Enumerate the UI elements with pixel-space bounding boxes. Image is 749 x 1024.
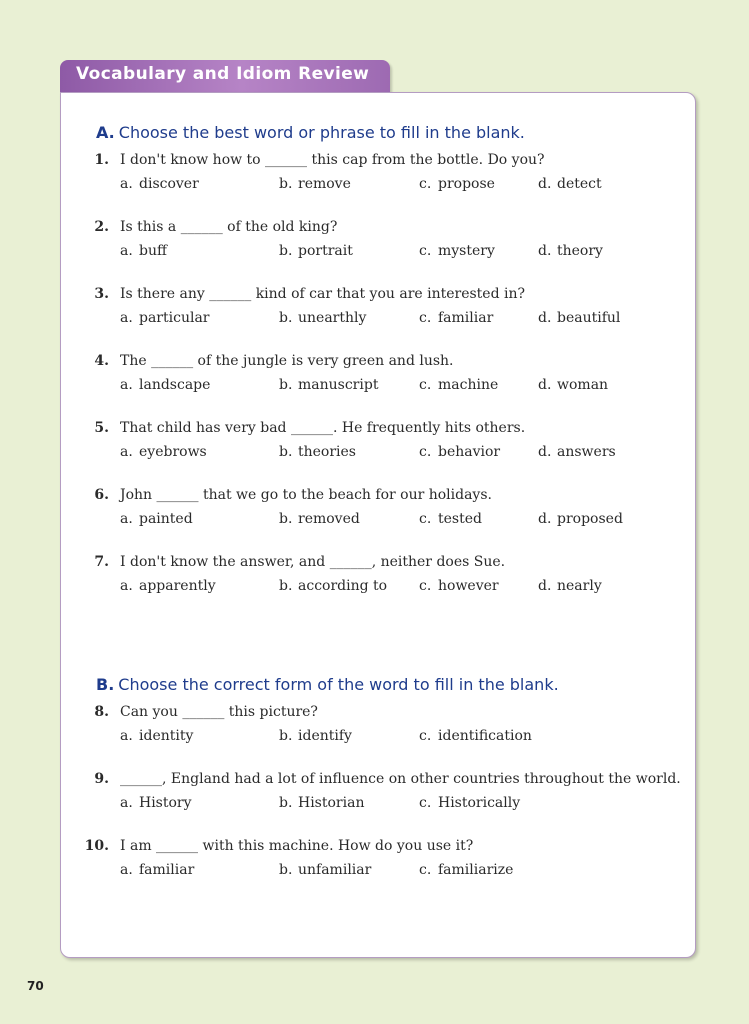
option-text: mystery [438, 243, 495, 259]
option-text: theories [298, 444, 356, 460]
question-number: 5. [94, 420, 109, 436]
option-text: identify [298, 728, 352, 744]
option-text: beautiful [557, 310, 621, 326]
option-text: according to [298, 578, 388, 594]
question-number: 4. [94, 353, 109, 369]
option-a [120, 176, 199, 192]
option-a [120, 578, 216, 594]
option-text: familiar [438, 310, 494, 326]
option-text: woman [557, 377, 609, 393]
option-text: tested [438, 511, 482, 527]
option-text: nearly [557, 578, 602, 594]
option-text: familiarize [438, 862, 514, 878]
question-8 [61, 704, 697, 754]
option-b [279, 795, 364, 811]
question-text: Is this a ______ of the old king? [120, 219, 338, 235]
option-letter: a. [120, 795, 133, 811]
option-d [538, 377, 608, 393]
option-letter: d. [538, 578, 552, 594]
question-6 [61, 487, 697, 537]
option-text: removed [298, 511, 360, 527]
option-letter: c. [419, 176, 432, 192]
option-text: unfamiliar [298, 862, 372, 878]
option-letter: a. [120, 176, 133, 192]
question-5 [61, 420, 697, 470]
option-text: apparently [139, 578, 216, 594]
option-a [120, 444, 207, 460]
question-number: 6. [94, 487, 109, 503]
option-a [120, 511, 193, 527]
option-c [419, 795, 520, 811]
option-letter: c. [419, 728, 432, 744]
option-text: discover [139, 176, 199, 192]
option-text: landscape [139, 377, 211, 393]
option-letter: c. [419, 578, 432, 594]
exercise-card [60, 92, 696, 958]
option-letter: b. [279, 728, 293, 744]
option-d [538, 243, 603, 259]
option-text: remove [298, 176, 351, 192]
option-letter: b. [279, 377, 293, 393]
option-b [279, 310, 366, 326]
option-text: answers [557, 444, 616, 460]
option-letter: a. [120, 243, 133, 259]
option-letter: b. [279, 176, 293, 192]
option-letter: a. [120, 728, 133, 744]
option-letter: a. [120, 578, 133, 594]
option-c [419, 377, 498, 393]
option-text: identity [139, 728, 194, 744]
option-letter: b. [279, 578, 293, 594]
question-9 [61, 771, 697, 821]
option-letter: d. [538, 243, 552, 259]
option-letter: c. [419, 310, 432, 326]
question-number: 9. [94, 771, 109, 787]
option-b [279, 862, 371, 878]
option-text: proposed [557, 511, 623, 527]
option-letter: c. [419, 243, 432, 259]
option-d [538, 578, 602, 594]
option-a [120, 377, 210, 393]
option-d [538, 310, 620, 326]
option-letter: a. [120, 862, 133, 878]
question-7 [61, 554, 697, 604]
option-letter: c. [419, 444, 432, 460]
option-text: unearthly [298, 310, 367, 326]
option-a [120, 795, 192, 811]
question-number: 7. [94, 554, 109, 570]
option-c [419, 444, 500, 460]
option-letter: b. [279, 511, 293, 527]
question-10 [61, 838, 697, 888]
option-letter: c. [419, 377, 432, 393]
option-text: eyebrows [139, 444, 207, 460]
option-text: however [438, 578, 499, 594]
question-text: Is there any ______ kind of car that you are interested in? [120, 286, 526, 302]
question-4 [61, 353, 697, 403]
page-number: 70 [27, 979, 44, 993]
question-text: That child has very bad ______. He frequently hits others. [120, 420, 526, 436]
option-text: theory [557, 243, 603, 259]
option-b [279, 377, 378, 393]
section-header-tab [60, 60, 390, 94]
option-text: Historian [298, 795, 365, 811]
option-text: manuscript [298, 377, 379, 393]
option-text: machine [438, 377, 499, 393]
option-c [419, 862, 513, 878]
option-letter: c. [419, 511, 432, 527]
option-letter: d. [538, 377, 552, 393]
section-a-letter: A. [96, 123, 115, 142]
question-number: 10. [84, 838, 109, 854]
section-b-heading [96, 675, 559, 694]
question-number: 2. [94, 219, 109, 235]
question-text: The ______ of the jungle is very green and lush. [120, 353, 454, 369]
option-letter: d. [538, 310, 552, 326]
option-letter: c. [419, 862, 432, 878]
question-text: I don't know how to ______ this cap from the bottle. Do you? [120, 152, 545, 168]
option-letter: a. [120, 444, 133, 460]
option-text: painted [139, 511, 193, 527]
option-letter: b. [279, 444, 293, 460]
option-text: History [139, 795, 192, 811]
option-text: buff [139, 243, 167, 259]
option-letter: a. [120, 377, 133, 393]
option-letter: d. [538, 444, 552, 460]
question-text: ______, England had a lot of influence on other countries throughout the world. [120, 771, 681, 787]
option-b [279, 176, 351, 192]
option-letter: a. [120, 310, 133, 326]
option-c [419, 243, 495, 259]
section-b-instruction: Choose the correct form of the word to fill in the blank. [118, 675, 559, 694]
question-text: I don't know the answer, and ______, neither does Sue. [120, 554, 506, 570]
option-c [419, 728, 532, 744]
option-c [419, 578, 499, 594]
option-text: identification [438, 728, 532, 744]
section-a-instruction: Choose the best word or phrase to fill in the blank. [118, 123, 525, 142]
option-c [419, 511, 482, 527]
section-a-heading [96, 123, 525, 142]
option-text: familiar [139, 862, 195, 878]
question-1 [61, 152, 697, 202]
section-b-letter: B. [96, 675, 115, 694]
option-b [279, 728, 352, 744]
question-number: 1. [94, 152, 109, 168]
option-letter: a. [120, 511, 133, 527]
option-text: propose [438, 176, 495, 192]
option-letter: d. [538, 511, 552, 527]
option-text: particular [139, 310, 210, 326]
option-b [279, 444, 356, 460]
question-text: I am ______ with this machine. How do you use it? [120, 838, 474, 854]
page-title: Vocabulary and Idiom Review [76, 64, 370, 84]
option-b [279, 243, 353, 259]
question-text: John ______ that we go to the beach for our holidays. [120, 487, 492, 503]
option-c [419, 176, 495, 192]
option-letter: b. [279, 795, 293, 811]
option-a [120, 728, 193, 744]
option-letter: b. [279, 243, 293, 259]
option-a [120, 243, 167, 259]
question-number: 8. [94, 704, 109, 720]
option-letter: b. [279, 310, 293, 326]
option-d [538, 444, 616, 460]
question-text: Can you ______ this picture? [120, 704, 318, 720]
option-d [538, 511, 623, 527]
option-a [120, 862, 194, 878]
option-d [538, 176, 602, 192]
option-c [419, 310, 493, 326]
option-letter: b. [279, 862, 293, 878]
option-letter: c. [419, 795, 432, 811]
option-text: behavior [438, 444, 501, 460]
option-text: Historically [438, 795, 521, 811]
question-number: 3. [94, 286, 109, 302]
option-a [120, 310, 209, 326]
option-text: portrait [298, 243, 353, 259]
option-text: detect [557, 176, 602, 192]
question-3 [61, 286, 697, 336]
question-2 [61, 219, 697, 269]
option-letter: d. [538, 176, 552, 192]
option-b [279, 511, 360, 527]
option-b [279, 578, 387, 594]
